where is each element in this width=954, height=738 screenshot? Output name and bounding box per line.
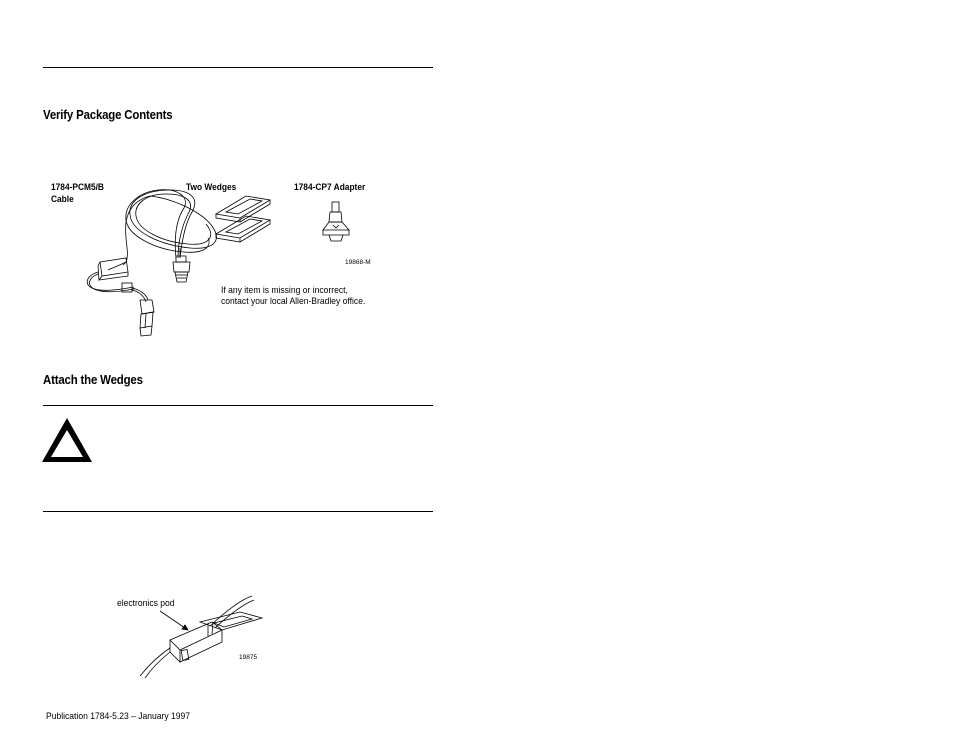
adapter-label: 1784-CP7 Adapter [294, 182, 366, 193]
figure-number-2: 19875 [239, 654, 258, 661]
electronics-pod-callout: electronics pod [117, 598, 175, 609]
wedges-label: Two Wedges [186, 182, 237, 193]
section-heading-attach: Attach the Wedges [43, 372, 143, 387]
figure-number-1: 19868-M [345, 259, 371, 266]
publication-footer: Publication 1784-5.23 – January 1997 [46, 711, 191, 722]
cable-label-line1: 1784-PCM5/B [51, 182, 104, 193]
cable-label-line2: Cable [51, 194, 74, 205]
note-line2: contact your local Allen-Bradley office. [221, 296, 366, 307]
section-heading-verify: Verify Package Contents [43, 107, 173, 122]
note-line1: If any item is missing or incorrect, [221, 285, 348, 296]
